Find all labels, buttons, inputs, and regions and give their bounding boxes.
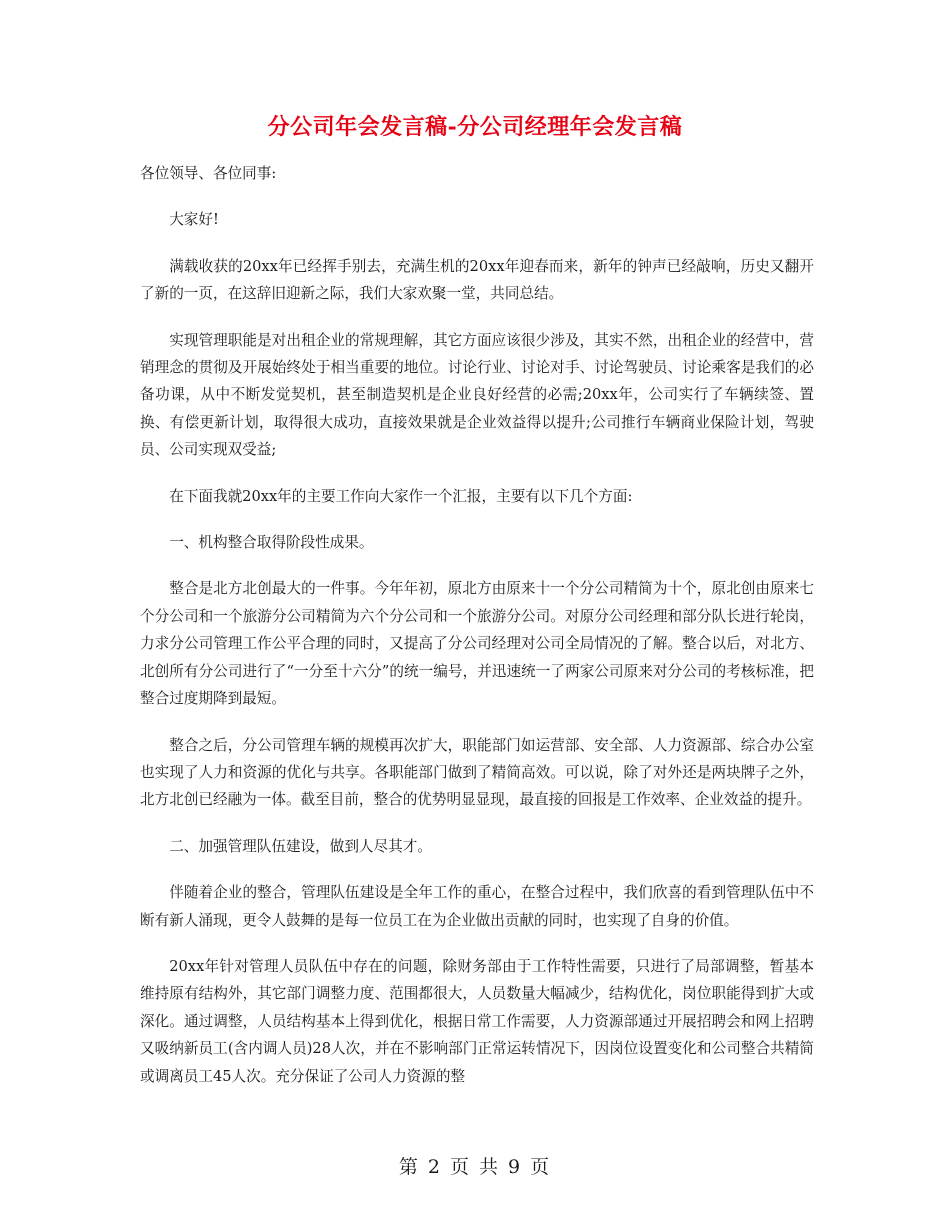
paragraph-staff-adjustment: 20xx年针对管理人员队伍中存在的问题，除财务部由于工作特性需要，只进行了局部调整，暂基本维持原有结构外，其它部门调整力度、范围都很大，人员数量大幅减少，结构优化，岗位职能得到扩大或深化。通过调整，人员结构基本上得到优化，根据日常工作需要，人力资源部通过开展招聘会和网上招聘又吸纳新员工(含内调人员)28人次，并在不影响部门正常运转情况下，因岗位设置变化和公司整合共精简或调离员工45人次。充分保证了公司人力资源的整 bbox=[140, 957, 814, 1085]
document-body bbox=[140, 160, 814, 1109]
paragraph-integration: 整合是北方北创最大的一件事。今年年初，原北方由原来十一个分公司精简为十个，原北创由原来七个分公司和一个旅游分公司精简为六个分公司和一个旅游分公司。对原分公司经理和部分队长进行轮岗，力求分公司管理工作公平合理的同时，又提高了分公司经理对公司全局情况的了解。整合以后，对北方、北创所有分公司进行了“一分至十六分”的统一编号，并迅速统一了两家公司原来对分公司的考核标准，把整合过度期降到最短。 bbox=[140, 580, 814, 708]
document-title: 分公司年会发言稿-分公司经理年会发言稿 bbox=[267, 114, 683, 140]
section-heading-2: 二、加强管理队伍建设，做到人尽其才。 bbox=[169, 837, 432, 855]
paragraph-intro: 满载收获的20xx年已经挥手别去，充满生机的20xx年迎春而来，新年的钟声已经敲响，历史又翻开了新的一页，在这辞旧迎新之际，我们大家欢聚一堂，共同总结。 bbox=[140, 257, 814, 303]
paragraph-report-intro: 在下面我就20xx年的主要工作向大家作一个汇报，主要有以下几个方面: bbox=[169, 487, 633, 505]
paragraph-greeting: 大家好! bbox=[169, 211, 219, 229]
paragraph-after-integration: 整合之后，分公司管理车辆的规模再次扩大，职能部门如运营部、安全部、人力资源部、综合办公室也实现了人力和资源的优化与共享。各职能部门做到了精简高效。可以说，除了对外还是两块牌子之外，北方北创已经融为一体。截至目前，整合的优势明显显现，最直接的回报是工作效率、企业效益的提升。 bbox=[140, 736, 814, 809]
page-number-footer: 第 2 页 共 9 页 bbox=[398, 1156, 552, 1178]
paragraph-team-building: 伴随着企业的整合，管理队伍建设是全年工作的重心，在整合过程中，我们欣喜的看到管理队伍中不断有新人涌现，更令人鼓舞的是每一位员工在为企业做出贡献的同时，也实现了自身的价值。 bbox=[140, 884, 814, 929]
paragraph-management: 实现管理职能是对出租企业的常规理解，其它方面应该很少涉及，其实不然，出租企业的经营中，营销理念的贯彻及开展始终处于相当重要的地位。讨论行业、讨论对手、讨论驾驶员、讨论乘客是我们的必备功课，从中不断发觉契机，甚至制造契机是企业良好经营的必需;20xx年，公司实行了车辆续签、置换、有偿更新计划，取得很大成功，直接效果就是企业效益得以提升;公司推行车辆商业保险计划，驾驶员、公司实现双受益; bbox=[140, 331, 814, 459]
section-heading-1: 一、机构整合取得阶段性成果。 bbox=[169, 534, 374, 552]
salutation: 各位领导、各位同事: bbox=[140, 165, 277, 182]
